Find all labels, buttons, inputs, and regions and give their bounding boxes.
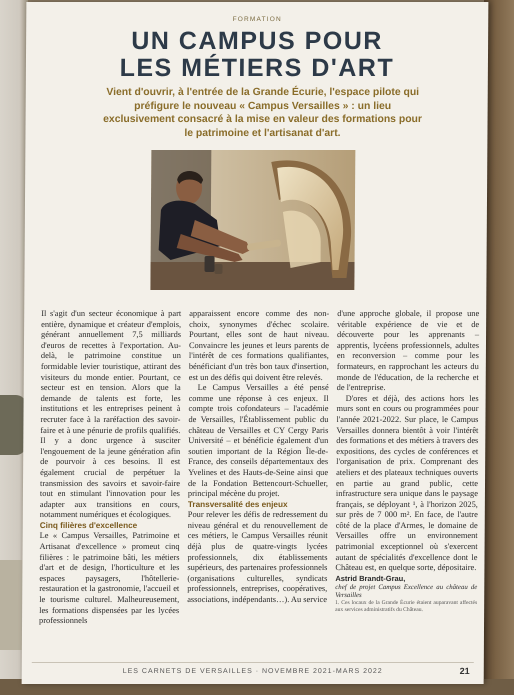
section-rubric: FORMATION [232,16,282,23]
article-title [26,28,488,82]
adjacent-page-image [0,395,26,455]
article-column-3 [335,309,479,614]
author-name: Astrid Brandt-Grau, [335,573,406,583]
adjacent-page-image-2 [0,560,24,650]
paragraph: d'une approche globale, il propose une véritable expérience de vie et de découverte pour les apprenants – apprentis, lycéens professionnels, adultes en reconversion – comme pour les formateurs, en rapprochant les acteurs du monde de l'éducation, de la recherche et de l'entreprise. [336,309,480,393]
article-lead: Vient d'ouvrir, à l'entrée de la Grande Écurie, l'espace pilote qui préfigure le nouveau « Campus Versailles » : un lieu exclusivement consacré à la mise en valeur des formations pour le patrimoine et l'artisanat d'art. [103,87,422,139]
subheading: Cinq filières d'excellence [39,520,138,530]
table-surface [484,0,514,695]
title-line-2: LES MÉTIERS D'ART [119,54,395,82]
page-number: 21 [459,666,470,676]
title-line-1: UN CAMPUS POUR [131,27,383,55]
footnote: 1. Ces locaux de la Grande Écurie étaient auparavant affectés aux services administratifs du Château. [335,600,478,614]
paragraph: Le Campus Versailles a été pensé comme une réponse à ces enjeux. Il compte trois cofondateurs – l'académie de Versailles, l'Établissement public du château de Versailles et CY Cergy Paris Université – et bénéficie également d'un soutien important de la Région Île-de-France, des conseils départementaux des Yvelines et des Hauts-de-Seine ainsi que de la Fondation Bettencourt-Schueller, principal mécène du projet. [187,383,329,499]
article-column-2 [187,309,329,606]
footer-divider [32,662,474,663]
paragraph: D'ores et déjà, des actions hors les murs sont en cours ou programmées pour l'année 2021-2022. Sur place, le Campus Versailles donnera bientôt à voir l'intérêt des formations et des métiers à travers des expositions, des cycles de conférences et l'organisation de prix. Comprenant des ateliers et des plateaux techniques ouverts en partie au grand public, cette infrastructure sera unique dans le paysage français, se déployant ¹, à l'horizon 2025, sur près de 7 000 m². En face, de l'autre côté de la place d'Armes, le domaine de Versailles offre un environnement patrimonial exceptionnel où s'exercent autant de spécialités d'excellence dont le Château est, en quelque sorte, dépositaire. [335,393,479,573]
photo-illustration [150,150,355,290]
article-column-1 [39,309,181,627]
paragraph: Le « Campus Versailles, Patrimoine et Artisanat d'excellence » promeut cinq filières : le patrimoine bâti, les métiers d'art et de design, l'horticulture et les espaces paysagers, l'hôtellerie-restauration et la gastronomie, l'accueil et le tourisme culturel. Malheureusement, les formations dispensées par les lycées professionnels [39,531,180,626]
subheading: Transversalité des enjeux [187,499,288,509]
paragraph: Il s'agit d'un secteur économique à part entière, dynamique et créateur d'emplois, générant annuellement 7,5 milliards d'euros de recettes à l'exportation. Au-delà, le patrimoine constitue un formidable levier touristique, attirant des visiteurs du monde entier. Pourtant, ce secteur est en tension. Alors que la demande de talents est forte, les institutions et les entreprises peinent à recruter face à la raréfaction des savoir-faire et à une pénurie de profils qualifiés. Il y a donc urgence à susciter l'engouement de la jeune génération afin de pourvoir à ces besoins. Il est également crucial de perpétuer la transmission des savoirs et savoir-faire tout en stimulant l'innovation pour les adapter aux transitions en cours, notamment numériques et écologiques. [39,309,182,520]
craftsman-photo [150,150,355,290]
paragraph: Pour relever les défis de redressement du niveau général et du renouvellement de ces métiers, le Campus Versailles réunit déjà plus de quatre-vingts lycées professionnels, dix établissements supérieurs, des partenaires professionnels (organisations culturelles, syndicats professionnels, entreprises, coopératives, associations, indépendants…). Au service [187,510,328,605]
magazine-page [22,2,489,684]
author-role: chef de projet Campus Excellence au château de Versailles [335,584,478,600]
paragraph: apparaissent encore comme des non-choix, synonymes d'échec scolaire. Pourtant, elles sont de haut niveau. Convaincre les jeunes et leurs parents de l'intérêt de ces formations qualifiantes, bénéficiant d'un très bon taux d'insertion, est un des défis qui doivent être relevés. [188,309,330,382]
running-footer: LES CARNETS DE VERSAILLES · NOVEMBRE 2021-MARS 2022 [122,668,383,675]
